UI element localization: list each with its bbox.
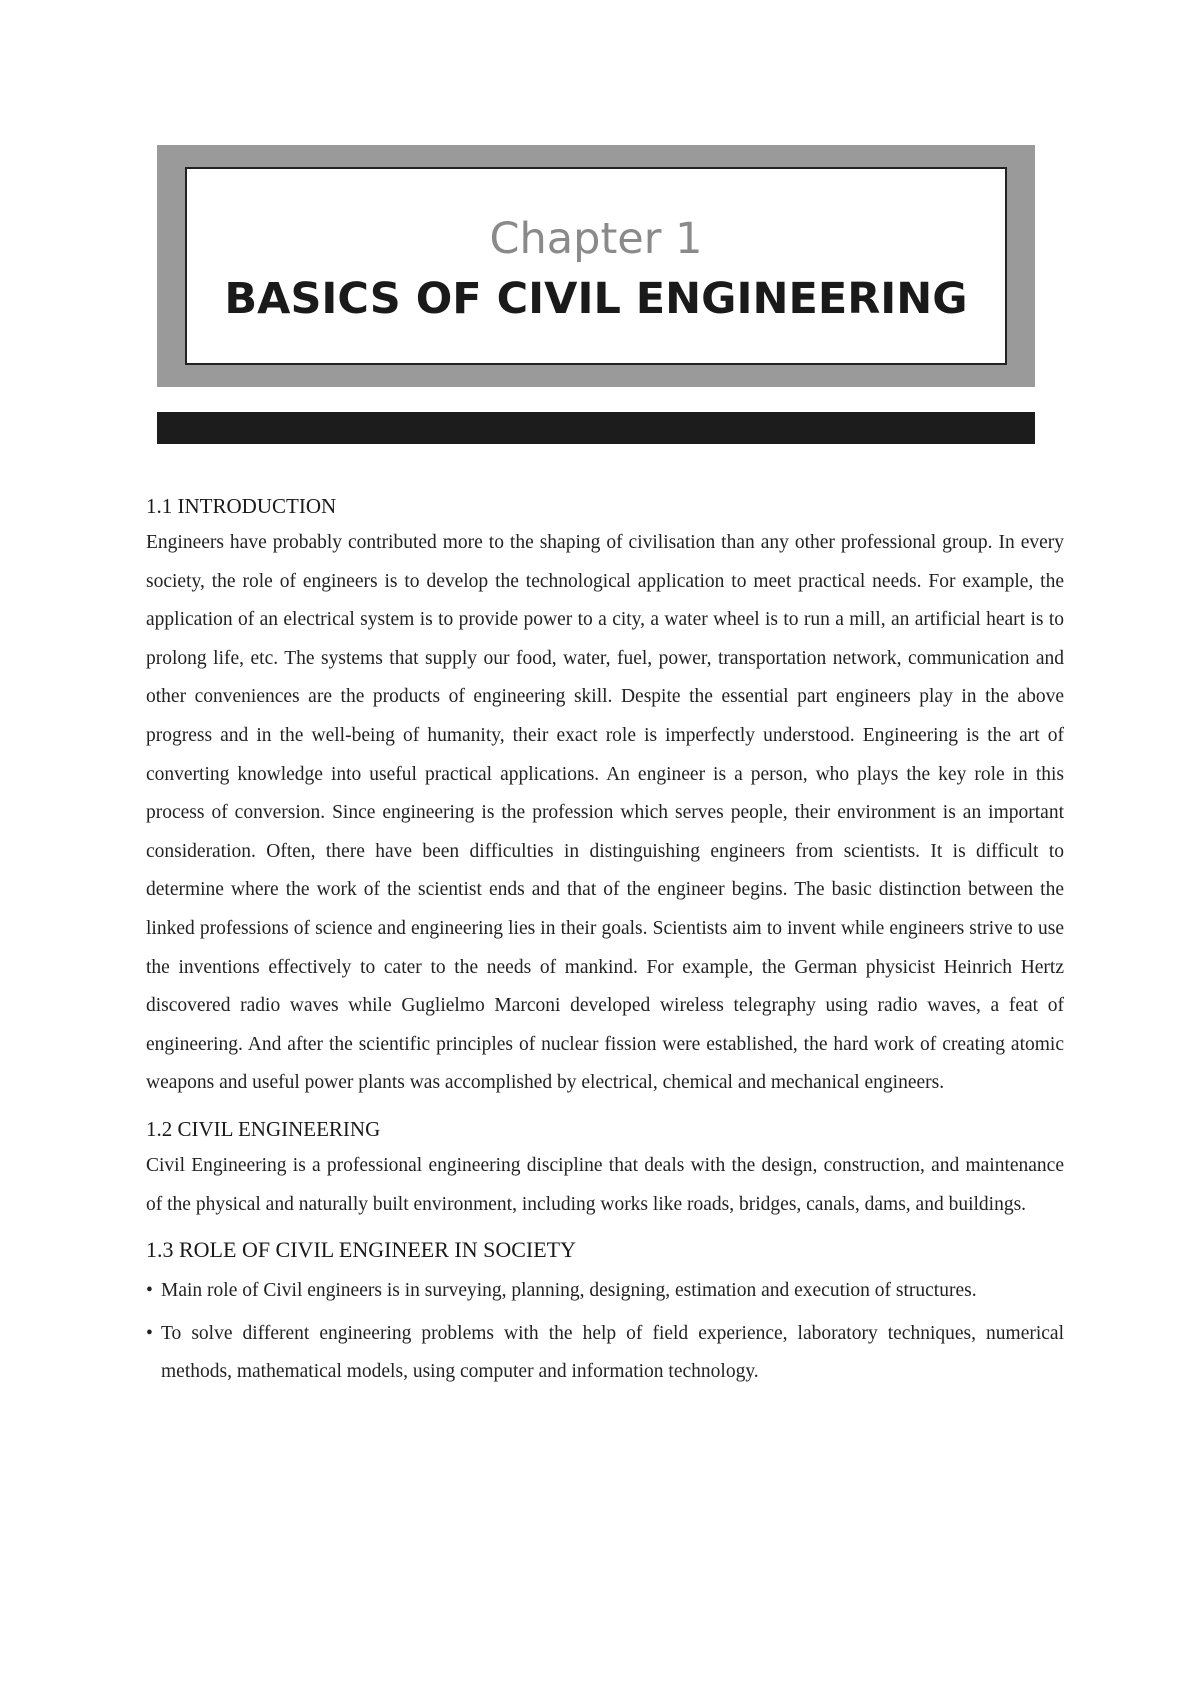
list-item-text: Main role of Civil engineers is in surveying, planning, designing, estimation and execution of structures. — [161, 1280, 977, 1302]
list-item — [146, 1272, 1064, 1311]
bullet-icon: • — [146, 1322, 153, 1344]
section-body-civil-engineering: Civil Engineering is a professional engineering discipline that deals with the design, construction, and maintenance of the physical and naturally built environment, including works like roads, bridges, canals, dams, and buildings. — [146, 1154, 1064, 1215]
section-heading-role: 1.3 ROLE OF CIVIL ENGINEER IN SOCIETY — [146, 1237, 576, 1263]
bullet-icon: • — [146, 1280, 153, 1302]
page-content — [146, 488, 1064, 1396]
decorative-divider-bar — [157, 412, 1035, 444]
chapter-label: Chapter 1 — [489, 214, 703, 264]
section-body-introduction: Engineers have probably contributed more to the shaping of civilisation than any other professional group. In every society, the role of engineers is to develop the technological application to meet practical needs. For example, the application of an electrical system is to provide power to a city, a water wheel is to run a mill, an artificial heart is to prolong life, etc. The systems that supply our food, water, fuel, power, transportation network, communication and other conveniences are the products of engineering skill. Despite the essential part engineers play in the above progress and in the well-being of humanity, their exact role is imperfectly understood. Engineering is the art of converting knowledge into useful practical applications. An engineer is a person, who plays the key role in this process of conversion. Since engineering is the profession which serves people, their environment is an important consideration. Often, there have been difficulties in distinguishing engineers from scientists. It is difficult to determine where the work of the scientist ends and that of the engineer begins. The basic distinction between the linked professions of science and engineering lies in their goals. Scientists aim to invent while engineers strive to use the inventions effectively to cater to the needs of mankind. For example, the German physicist Heinrich Hertz discovered radio waves while Guglielmo Marconi developed wireless telegraphy using radio waves, a feat of engineering. And after the scientific principles of nuclear fission were established, the hard work of creating atomic weapons and useful power plants was accomplished by electrical, chemical and mechanical engineers. — [146, 532, 1064, 1094]
list-item-text: To solve different engineering problems with the help of field experience, laboratory techniques, numerical methods, mathematical models, using computer and information technology. — [161, 1322, 1064, 1383]
section-heading-introduction: 1.1 INTRODUCTION — [146, 494, 337, 518]
chapter-title-inner — [185, 167, 1007, 365]
chapter-title-box — [157, 145, 1035, 387]
role-bullet-list — [146, 1272, 1064, 1392]
chapter-title: BASICS OF CIVIL ENGINEERING — [224, 274, 968, 324]
section-heading-civil-engineering: 1.2 CIVIL ENGINEERING — [146, 1116, 381, 1141]
list-item — [146, 1315, 1064, 1392]
